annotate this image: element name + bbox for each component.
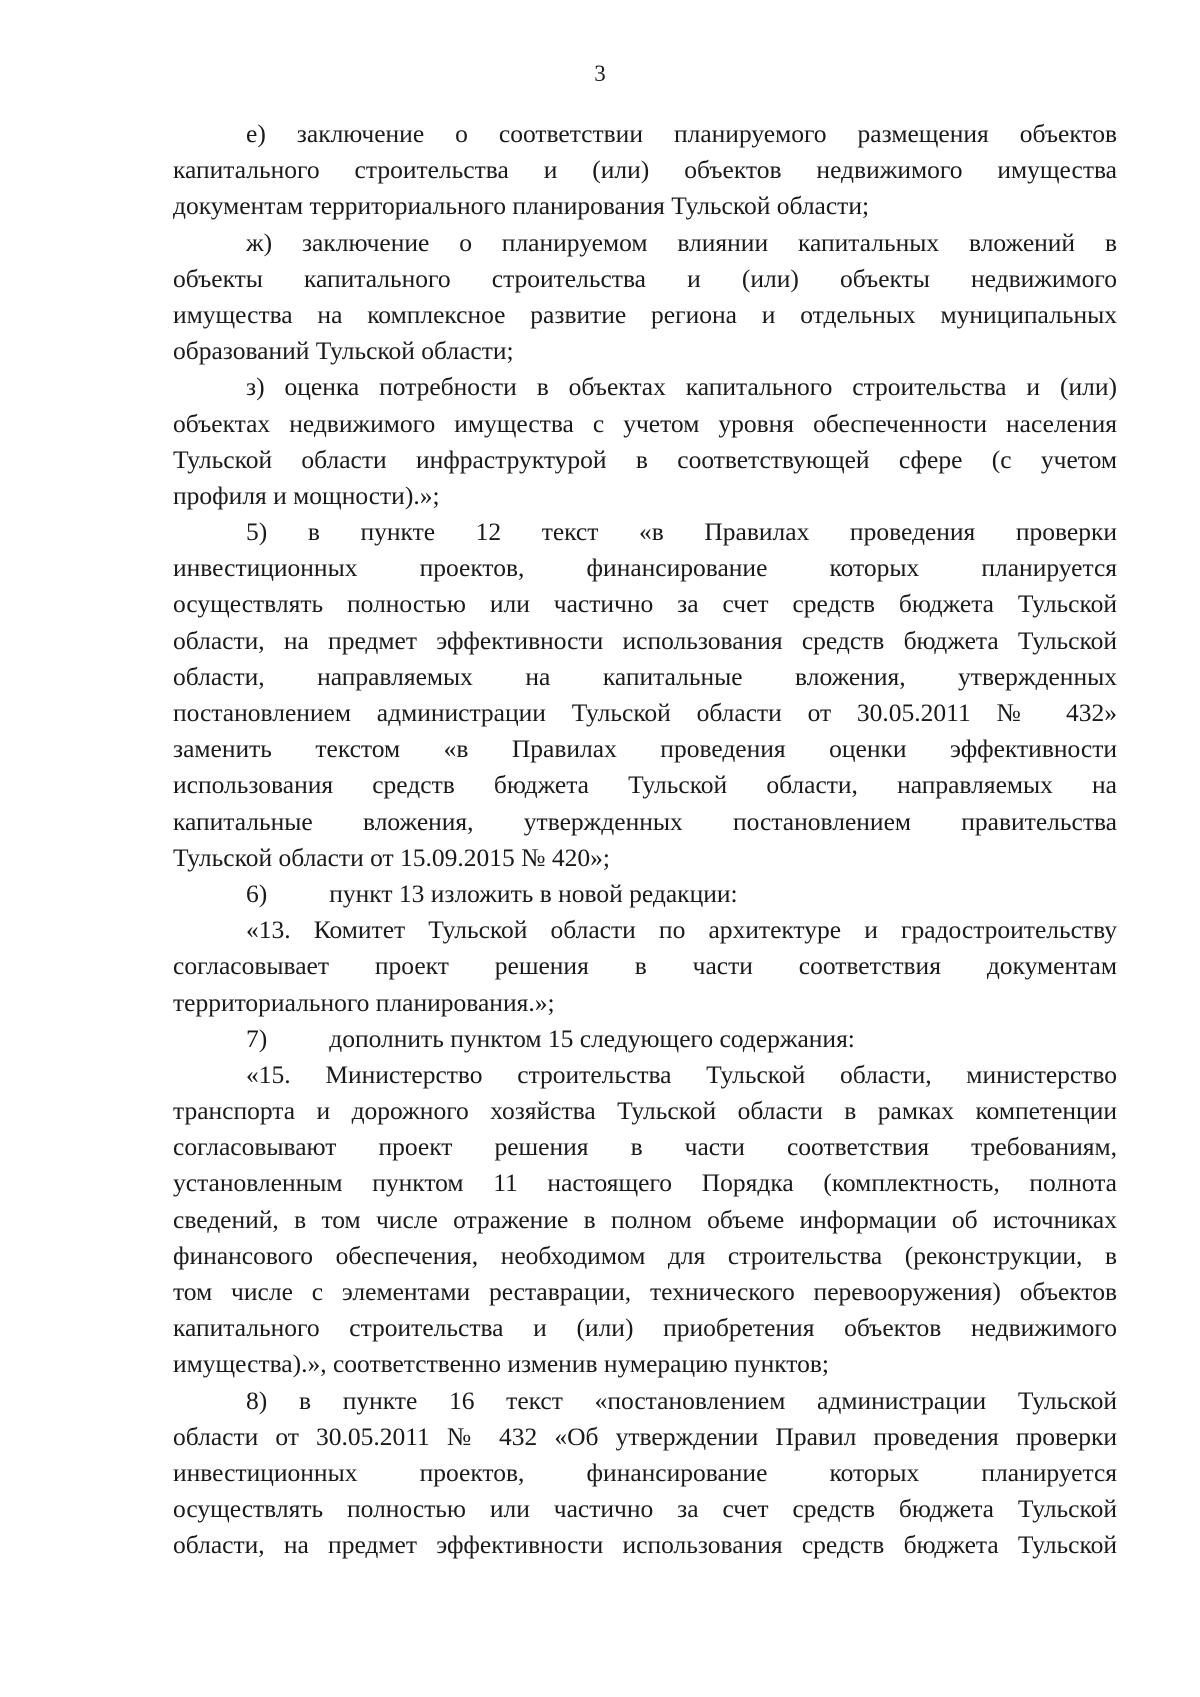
text-line: сведений, в том числе отражение в полном объеме информации об источниках (173, 1204, 1117, 1234)
text-line: капитального строительства и (или) объектов недвижимого имущества (173, 155, 1117, 185)
text-line: области, на предмет эффективности использования средств бюджета Тульской (173, 625, 1117, 655)
text-line: имущества на комплексное развитие региона и отдельных муниципальных (173, 299, 1117, 329)
text-line: объектах недвижимого имущества с учетом уровня обеспеченности населения (173, 408, 1117, 438)
text-line: капитального строительства и (или) приобретения объектов недвижимого (173, 1313, 1117, 1343)
item-text: пункт 13 изложить в новой редакции: (329, 878, 738, 908)
text-line: образований Тульской области; (173, 336, 514, 366)
item-text: дополнить пунктом 15 следующего содержания: (329, 1023, 855, 1053)
text-line: документам территориального планирования Тульской области; (173, 191, 870, 221)
paragraph-item-7 (173, 1021, 1117, 1057)
text-line: том числе с элементами реставрации, технического перевооружения) объектов (173, 1277, 1117, 1306)
text-line: з) оценка потребности в объектах капитального строительства и (или) (246, 372, 1117, 402)
text-line (173, 876, 1117, 912)
text-line: «13. Комитет Тульской области по архитектуре и градостроительству (246, 915, 1117, 945)
paragraph-quote-15 (173, 1057, 1117, 1383)
paragraph-z (173, 369, 1117, 514)
paragraph-item-6 (173, 876, 1117, 912)
text-line: е) заключение о соответствии планируемого размещения объектов (246, 119, 1117, 148)
text-line: капитальные вложения, утвержденных постановлением правительства (173, 806, 1117, 836)
text-line: осуществлять полностью или частично за счет средств бюджета Тульской (173, 1494, 1117, 1524)
item-number: 6) (246, 878, 268, 908)
document-body (173, 116, 1117, 1564)
text-line: профиля и мощности).»; (173, 480, 440, 510)
paragraph-zh (173, 225, 1117, 370)
text-line: инвестиционных проектов, финансирование которых планируется (173, 1457, 1117, 1487)
text-line: использования средств бюджета Тульской области, направляемых на (173, 770, 1117, 800)
text-line (173, 1021, 1117, 1057)
item-number: 7) (246, 1023, 268, 1053)
text-line: постановлением администрации Тульской области от 30.05.2011 № 432» (173, 698, 1117, 727)
text-line: области, на предмет эффективности использования средств бюджета Тульской (173, 1530, 1117, 1560)
text-line: «15. Министерство строительства Тульской области, министерство (246, 1059, 1117, 1089)
text-line: 5) в пункте 12 текст «в Правилах проведения проверки (246, 517, 1117, 547)
text-line: инвестиционных проектов, финансирование которых планируется (173, 553, 1117, 583)
text-line: финансового обеспечения, необходимом для строительства (реконструкции, в (173, 1240, 1117, 1270)
text-line: ж) заключение о планируемом влиянии капитальных вложений в (246, 227, 1117, 257)
paragraph-e (173, 116, 1117, 225)
text-line: согласовывает проект решения в части соответствия документам (173, 951, 1117, 981)
text-line: транспорта и дорожного хозяйства Тульской области в рамках компетенции (173, 1096, 1117, 1126)
text-line: осуществлять полностью или частично за счет средств бюджета Тульской (173, 589, 1117, 619)
text-line: области, направляемых на капитальные вложения, утвержденных (173, 661, 1117, 691)
text-line: территориального планирования.»; (173, 987, 555, 1017)
text-line: согласовывают проект решения в части соответствия требованиям, (173, 1132, 1117, 1162)
paragraph-item-5 (173, 514, 1117, 876)
text-line: установленным пунктом 11 настоящего Порядка (комплектность, полнота (173, 1168, 1117, 1198)
text-line: имущества).», соответственно изменив нумерацию пунктов; (173, 1349, 829, 1379)
paragraph-quote-13 (173, 912, 1117, 1021)
text-line: заменить текстом «в Правилах проведения оценки эффективности (173, 734, 1117, 764)
text-line: области от 30.05.2011 № 432 «Об утверждении Правил проведения проверки (173, 1421, 1117, 1451)
text-line: Тульской области инфраструктурой в соответствующей сфере (с учетом (173, 444, 1117, 474)
paragraph-item-8 (173, 1383, 1117, 1564)
text-line: Тульской области от 15.09.2015 № 420»; (173, 842, 610, 872)
text-line: объекты капитального строительства и (или) объекты недвижимого (173, 263, 1117, 293)
text-line: 8) в пункте 16 текст «постановлением администрации Тульской (246, 1385, 1117, 1415)
page-number: 3 (594, 61, 606, 86)
